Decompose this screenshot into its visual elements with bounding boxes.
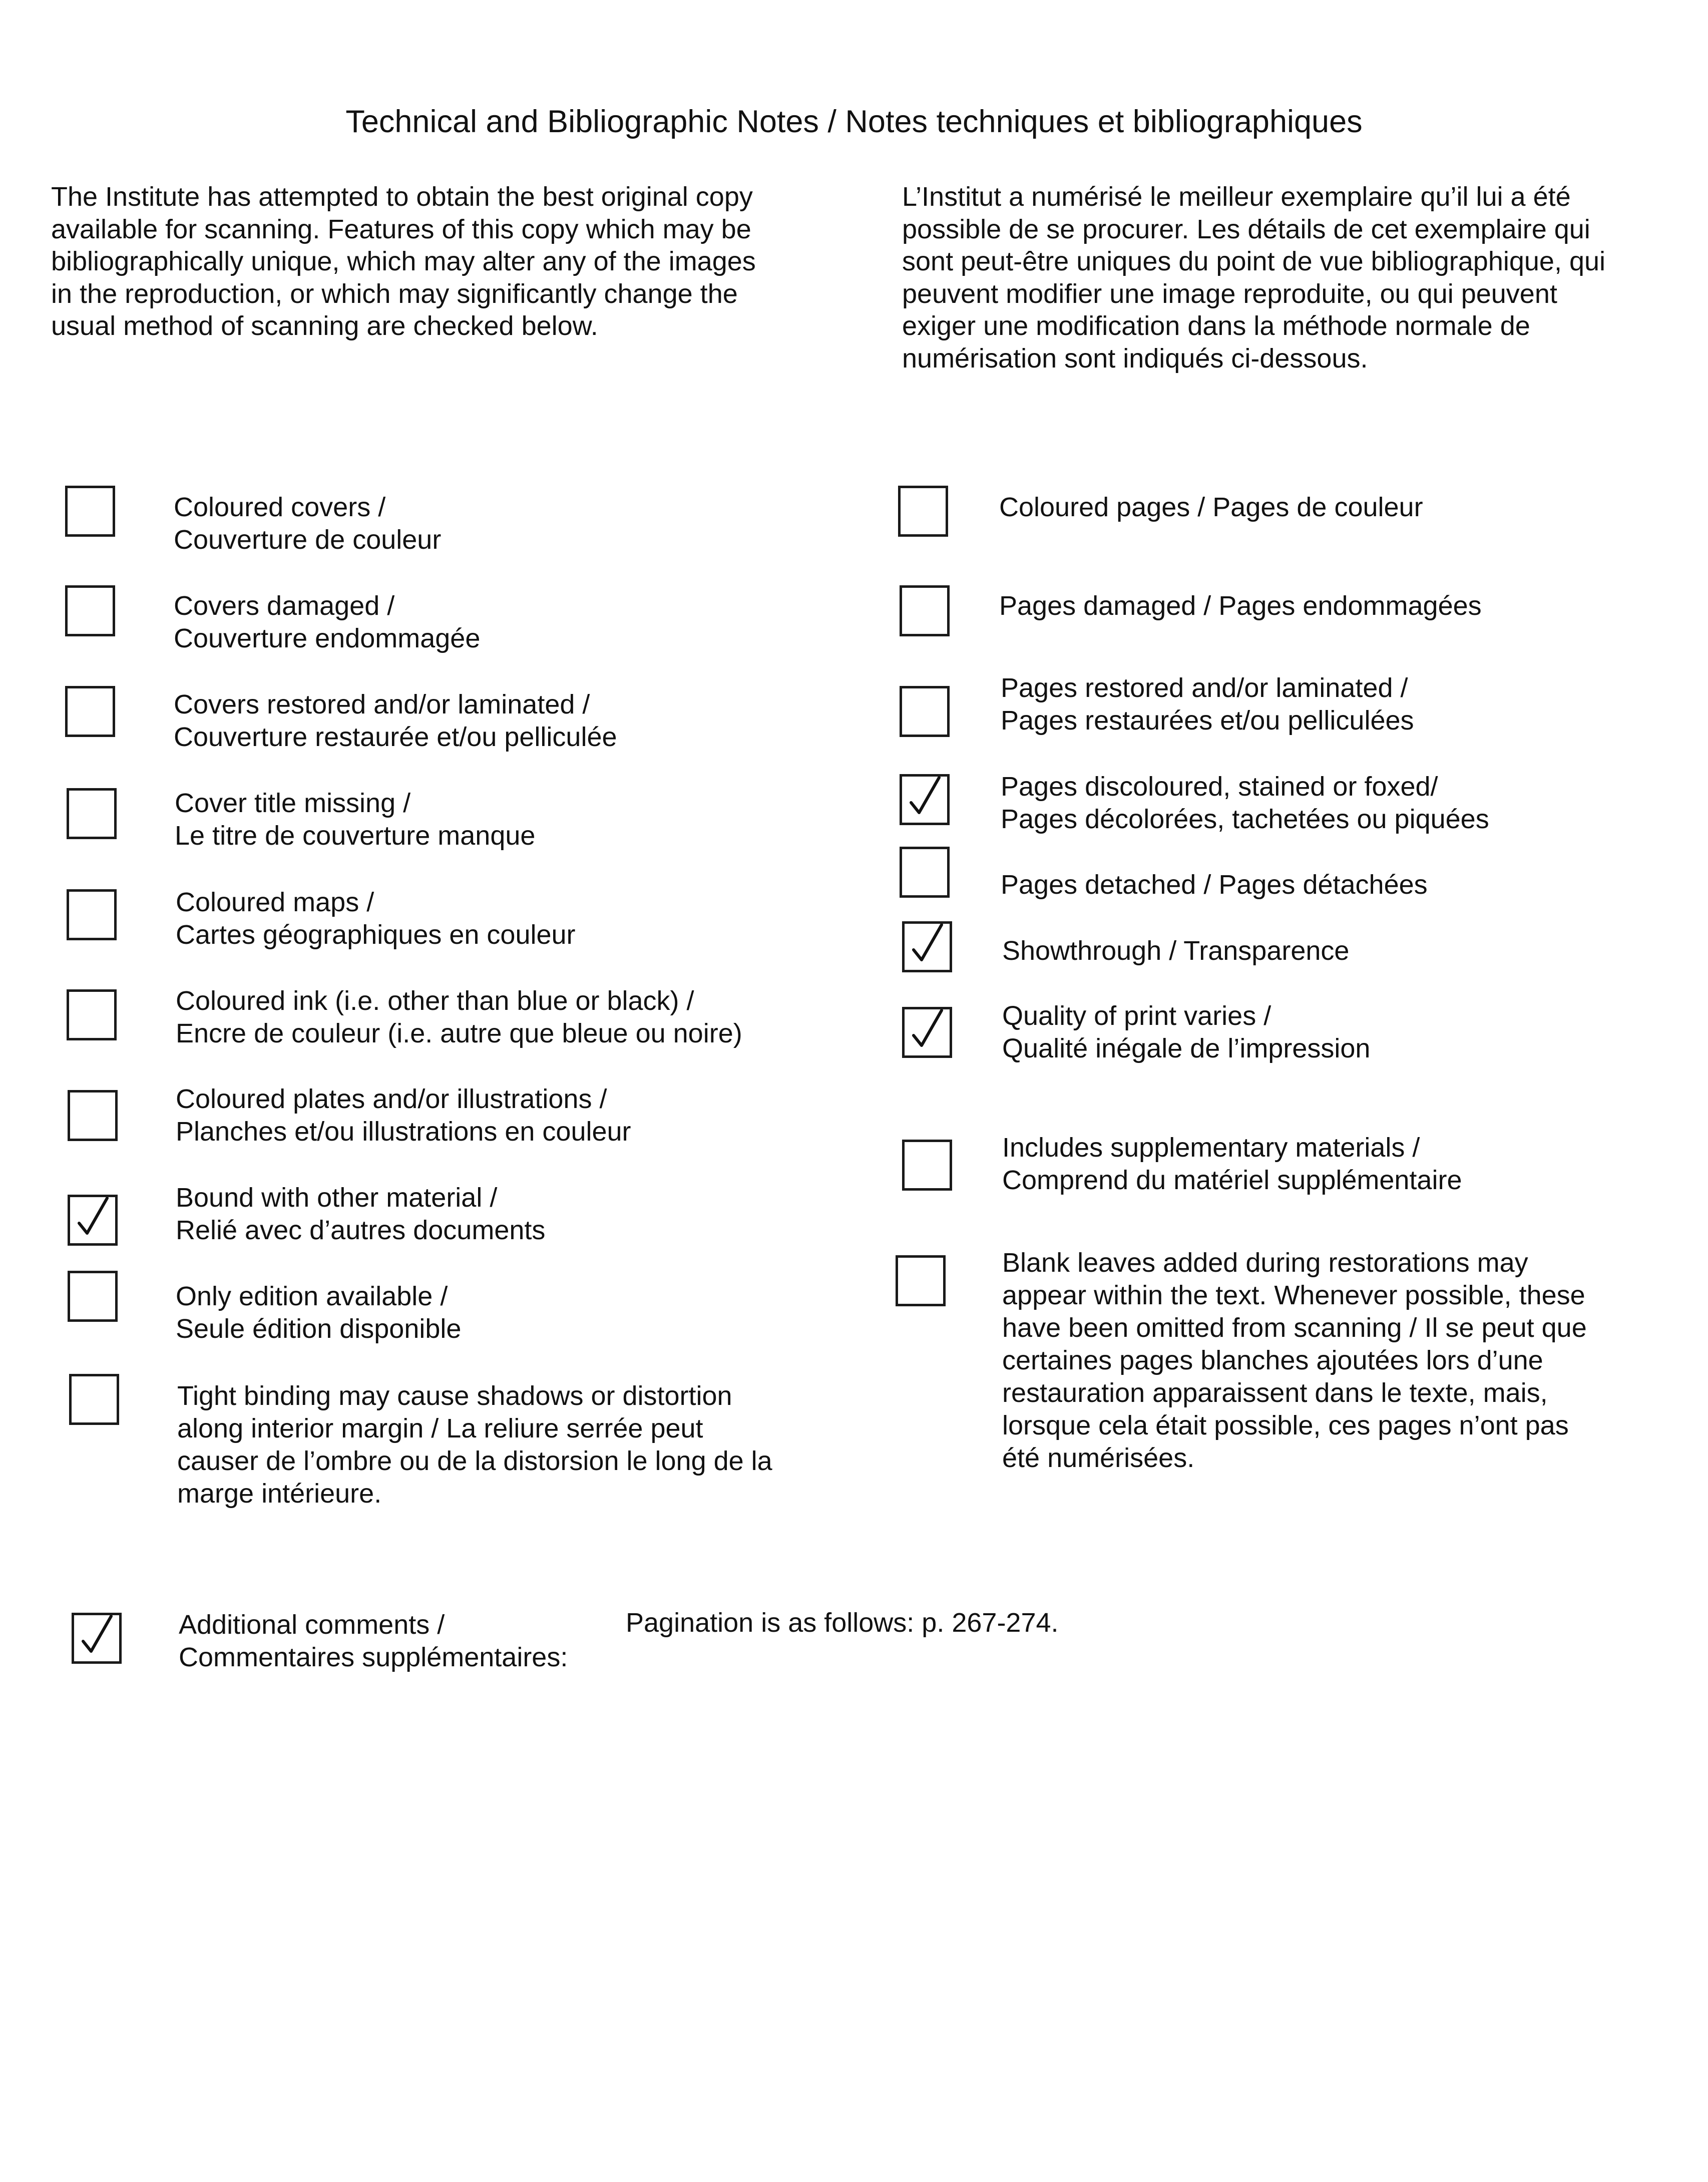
checkbox-cover-title-missing[interactable]	[67, 788, 117, 839]
label-pages-discoloured	[1001, 771, 1489, 836]
check-mark-icon	[905, 924, 950, 970]
intro-french-line: possible de se procurer. Les détails de cet exemplaire qui	[902, 214, 1590, 244]
intro-english-line: The Institute has attempted to obtain the best original copy	[51, 182, 753, 212]
label-line: Pages discoloured, stained or foxed/	[1001, 772, 1438, 802]
checkbox-coloured-ink[interactable]	[67, 989, 117, 1040]
label-line: have been omitted from scanning / Il se peut que	[1002, 1313, 1587, 1343]
label-covers-damaged	[174, 590, 480, 655]
label-line: Pages detached / Pages détachées	[1001, 870, 1428, 900]
checkbox-pages-restored[interactable]	[900, 686, 950, 737]
label-line: Includes supplementary materials /	[1002, 1133, 1420, 1163]
intro-french-line: sont peut-être uniques du point de vue bibliographique, qui	[902, 246, 1606, 276]
label-line: Coloured maps /	[176, 887, 374, 917]
intro-english-line: usual method of scanning are checked below.	[51, 311, 598, 341]
label-line: Pages décolorées, tachetées ou piquées	[1001, 804, 1489, 834]
intro-french-line: peuvent modifier une image reproduite, ou qui peuvent	[902, 278, 1557, 309]
label-line: causer de l’ombre ou de la distorsion le long de la	[177, 1446, 772, 1476]
checkbox-showthrough[interactable]	[902, 921, 952, 972]
label-line: Covers restored and/or laminated /	[174, 689, 590, 719]
label-line: Comprend du matériel supplémentaire	[1002, 1165, 1462, 1195]
page-title: Technical and Bibliographic Notes / Notes techniques et bibliographiques	[345, 104, 1363, 139]
checkbox-bound-with-other-material[interactable]	[68, 1195, 118, 1246]
intro-english-line: in the reproduction, or which may significantly change the	[51, 278, 738, 309]
label-line: Pages damaged / Pages endommagées	[999, 591, 1482, 621]
intro-english-line: bibliographically unique, which may alter any of the images	[51, 246, 756, 276]
label-line: Pages restored and/or laminated /	[1001, 673, 1408, 703]
intro-french	[902, 181, 1605, 375]
checkbox-covers-restored[interactable]	[65, 686, 115, 737]
label-showthrough	[1002, 935, 1349, 967]
label-only-edition-available	[176, 1280, 461, 1345]
checkbox-only-edition-available[interactable]	[68, 1271, 118, 1322]
label-line: Only edition available /	[176, 1281, 448, 1311]
checkbox-additional-comments[interactable]	[72, 1613, 122, 1664]
label-line: Couverture restaurée et/ou pelliculée	[174, 722, 617, 752]
label-cover-title-missing	[175, 787, 535, 852]
label-bound-with-other-material	[176, 1182, 545, 1247]
label-coloured-ink	[176, 985, 742, 1050]
label-line: along interior margin / La reliure serrée peut	[177, 1413, 703, 1443]
label-supplementary-materials	[1002, 1132, 1462, 1197]
check-mark-icon	[902, 777, 947, 823]
label-line: Showthrough / Transparence	[1002, 936, 1350, 966]
intro-french-line: numérisation sont indiqués ci-dessous.	[902, 343, 1368, 374]
check-mark-icon	[74, 1615, 119, 1661]
label-additional-comments	[179, 1609, 568, 1674]
label-coloured-covers	[174, 491, 441, 556]
label-coloured-pages	[999, 491, 1423, 524]
label-pages-restored	[1001, 672, 1414, 737]
label-quality-of-print	[1002, 1000, 1370, 1065]
checkbox-pages-discoloured[interactable]	[900, 774, 950, 825]
intro-french-line: L’Institut a numérisé le meilleur exemplaire qu’il lui a été	[902, 182, 1571, 212]
intro-english	[51, 181, 756, 342]
label-line: Coloured ink (i.e. other than blue or black) /	[176, 986, 694, 1016]
label-line: Bound with other material /	[176, 1183, 498, 1213]
checkbox-pages-detached[interactable]	[900, 847, 950, 898]
label-line: marge intérieure.	[177, 1479, 382, 1509]
check-mark-stroke	[911, 778, 939, 813]
label-line: Seule édition disponible	[176, 1314, 462, 1344]
check-mark-stroke	[79, 1198, 107, 1233]
label-pages-detached	[1001, 869, 1428, 901]
label-line: appear within the text. Whenever possible, these	[1002, 1280, 1585, 1310]
label-line: Pages restaurées et/ou pelliculées	[1001, 705, 1414, 736]
label-blank-leaves	[1002, 1247, 1587, 1475]
label-line: Relié avec d’autres documents	[176, 1215, 546, 1245]
checkbox-coloured-maps[interactable]	[67, 889, 117, 940]
check-mark-icon	[70, 1197, 115, 1243]
checkbox-covers-damaged[interactable]	[65, 585, 115, 636]
label-line: Commentaires supplémentaires:	[179, 1642, 568, 1672]
checkbox-coloured-covers[interactable]	[65, 486, 115, 537]
check-mark-stroke	[914, 925, 942, 960]
label-line: Couverture endommagée	[174, 623, 481, 653]
label-line: Additional comments /	[179, 1610, 445, 1640]
label-line: Cover title missing /	[175, 788, 411, 818]
checkbox-blank-leaves[interactable]	[896, 1255, 946, 1306]
label-line: Couverture de couleur	[174, 525, 442, 555]
label-line: Qualité inégale de l’impression	[1002, 1033, 1371, 1063]
checkbox-tight-binding[interactable]	[69, 1374, 119, 1425]
label-coloured-plates	[176, 1083, 631, 1148]
checkbox-quality-of-print[interactable]	[902, 1007, 952, 1058]
label-line: Blank leaves added during restorations may	[1002, 1248, 1528, 1278]
intro-english-line: available for scanning. Features of this copy which may be	[51, 214, 751, 244]
label-coloured-maps	[176, 886, 576, 951]
label-line: Coloured pages / Pages de couleur	[999, 492, 1423, 522]
label-pages-damaged	[999, 590, 1482, 622]
check-mark-stroke	[914, 1010, 942, 1045]
label-line: Covers damaged /	[174, 591, 395, 621]
label-line: Coloured plates and/or illustrations /	[176, 1084, 607, 1114]
label-line: Cartes géographiques en couleur	[176, 920, 576, 950]
label-line: Coloured covers /	[174, 492, 386, 522]
checkbox-supplementary-materials[interactable]	[902, 1140, 952, 1191]
label-line: lorsque cela était possible, ces pages n’ont pas	[1002, 1410, 1569, 1440]
label-line: Quality of print varies /	[1002, 1001, 1271, 1031]
label-line: certaines pages blanches ajoutées lors d’une	[1002, 1345, 1543, 1375]
label-line: Tight binding may cause shadows or distortion	[177, 1381, 732, 1411]
label-covers-restored	[174, 688, 617, 754]
label-line: Encre de couleur (i.e. autre que bleue ou noire)	[176, 1018, 742, 1048]
label-line: été numérisées.	[1002, 1443, 1195, 1473]
checkbox-coloured-pages[interactable]	[898, 486, 948, 537]
label-tight-binding	[177, 1380, 772, 1510]
intro-french-line: exiger une modification dans la méthode normale de	[902, 311, 1530, 341]
check-mark-stroke	[83, 1616, 111, 1651]
label-line: Planches et/ou illustrations en couleur	[176, 1117, 631, 1147]
label-line: restauration apparaissent dans le texte, mais,	[1002, 1378, 1548, 1408]
additional-comments-value: Pagination is as follows: p. 267-274.	[626, 1608, 1059, 1638]
checkbox-coloured-plates[interactable]	[68, 1090, 118, 1141]
checkbox-pages-damaged[interactable]	[900, 585, 950, 636]
check-mark-icon	[905, 1009, 950, 1055]
label-line: Le titre de couverture manque	[175, 821, 536, 851]
